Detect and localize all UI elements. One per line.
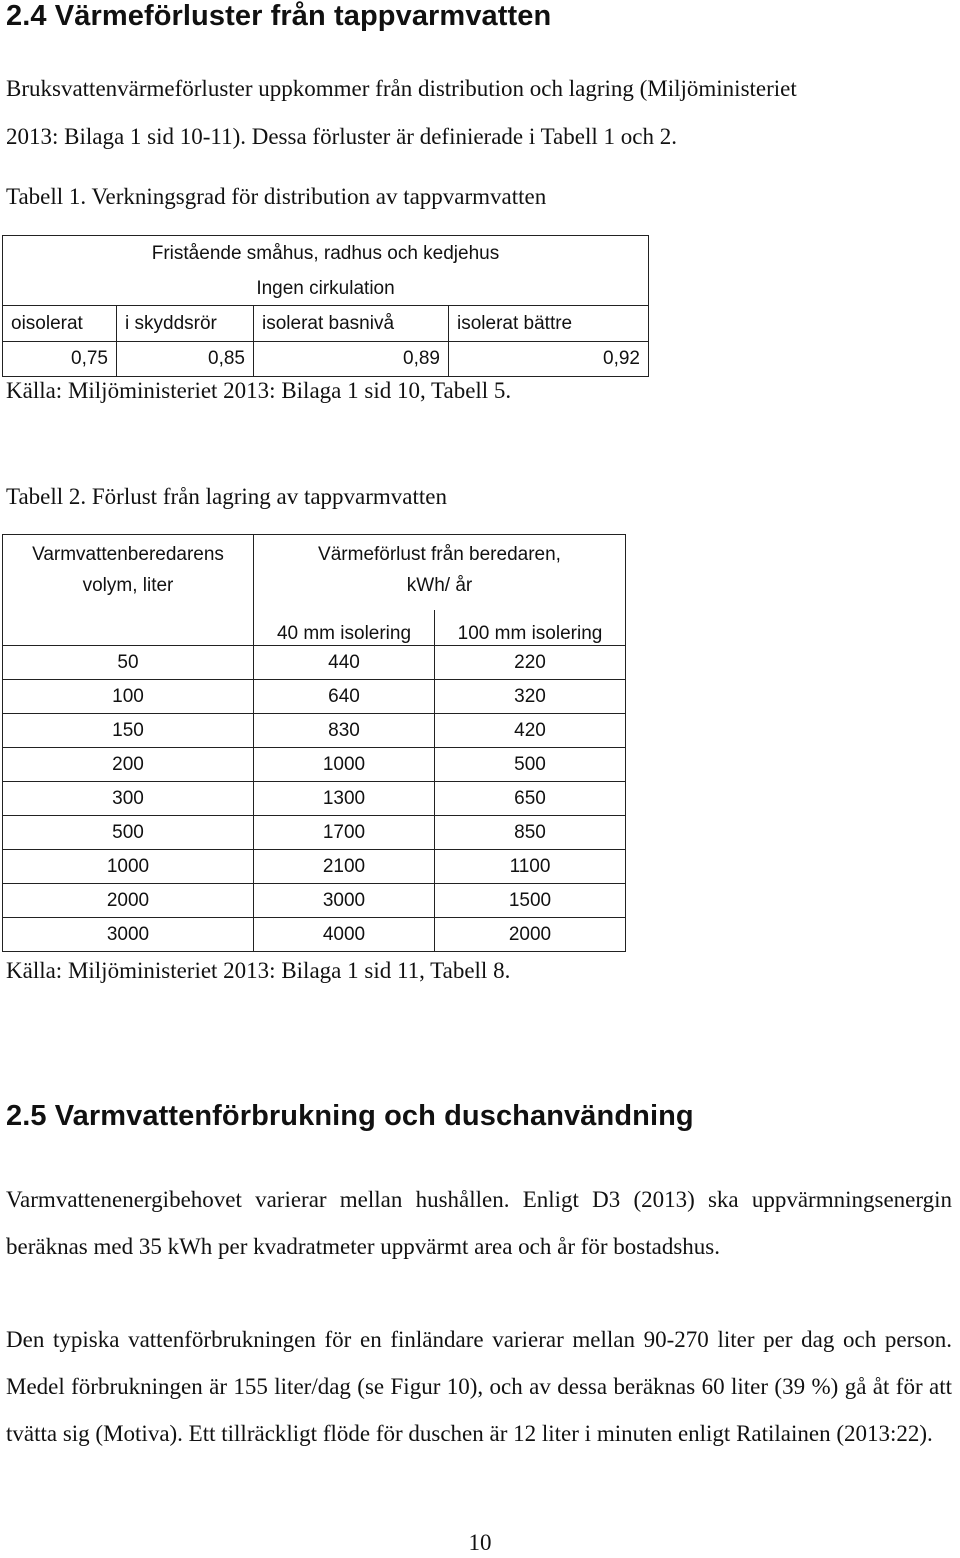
table2-header-heatloss-line2: kWh/ år bbox=[406, 575, 473, 596]
section-2-5-paragraph-1: Varmvattenenergibehovet varierar mellan hushållen. Enligt D3 (2013) ska uppvärmningsenergin beräknas med 35 kWh per kvadratmeter uppvärmt area och år för bostadshus. bbox=[6, 1187, 952, 1259]
table-row bbox=[3, 850, 626, 884]
table1-distribution-efficiency bbox=[2, 235, 649, 377]
table2-header-heatloss bbox=[254, 535, 626, 611]
table2-header-volume-line1: Varmvattenberedarens bbox=[32, 544, 224, 565]
table-row bbox=[3, 748, 626, 782]
table2-storage-loss bbox=[2, 534, 626, 952]
table2-loss-100mm-cell: 2000 bbox=[435, 918, 626, 952]
table2-volume-cell: 200 bbox=[3, 748, 254, 782]
table2-loss-40mm-cell: 1300 bbox=[254, 782, 435, 816]
table1-col-basniva: isolerat basnivå bbox=[254, 306, 449, 342]
table2-header-volume bbox=[3, 535, 254, 646]
table-row bbox=[3, 918, 626, 952]
table1-col-skyddsror: i skyddsrör bbox=[117, 306, 254, 342]
table2-volume-cell: 500 bbox=[3, 816, 254, 850]
table1-header-line2: Ingen cirkulation bbox=[3, 272, 649, 306]
table2-loss-40mm-cell: 830 bbox=[254, 714, 435, 748]
table2-loss-40mm-cell: 640 bbox=[254, 680, 435, 714]
table2-loss-100mm-cell: 220 bbox=[435, 646, 626, 680]
table1-value: 0,92 bbox=[449, 342, 649, 377]
table1-header-line1: Fristående småhus, radhus och kedjehus bbox=[3, 236, 649, 273]
table2-subheader-40mm: 40 mm isolering bbox=[254, 610, 435, 646]
table2-volume-cell: 100 bbox=[3, 680, 254, 714]
intro-line-2: 2013: Bilaga 1 sid 10-11). Dessa förluster är definierade i Tabell 1 och 2. bbox=[6, 124, 677, 149]
table1-value: 0,85 bbox=[117, 342, 254, 377]
table2-volume-cell: 300 bbox=[3, 782, 254, 816]
table2-body bbox=[3, 646, 626, 952]
table-row bbox=[3, 782, 626, 816]
table2-caption: Tabell 2. Förlust från lagring av tappvarmvatten bbox=[6, 484, 448, 509]
table2-header-volume-line2: volym, liter bbox=[82, 575, 174, 596]
table2-header-heatloss-line1: Värmeförlust från beredaren, bbox=[318, 544, 561, 565]
intro-line-1: Bruksvattenvärmeförluster uppkommer från distribution och lagring (Miljöministeriet bbox=[6, 76, 797, 101]
table1-col-battre: isolerat bättre bbox=[449, 306, 649, 342]
table2-volume-cell: 1000 bbox=[3, 850, 254, 884]
table1-col-oisolerat: oisolerat bbox=[3, 306, 117, 342]
table2-loss-100mm-cell: 420 bbox=[435, 714, 626, 748]
table-row bbox=[3, 714, 626, 748]
table2-loss-100mm-cell: 650 bbox=[435, 782, 626, 816]
table2-source: Källa: Miljöministeriet 2013: Bilaga 1 sid 11, Tabell 8. bbox=[6, 958, 511, 983]
table2-loss-100mm-cell: 500 bbox=[435, 748, 626, 782]
table-row bbox=[3, 646, 626, 680]
table2-loss-40mm-cell: 2100 bbox=[254, 850, 435, 884]
table2-loss-100mm-cell: 1500 bbox=[435, 884, 626, 918]
table2-volume-cell: 50 bbox=[3, 646, 254, 680]
table1-caption: Tabell 1. Verkningsgrad för distribution av tappvarmvatten bbox=[6, 184, 547, 209]
table1-value: 0,89 bbox=[254, 342, 449, 377]
table2-volume-cell: 3000 bbox=[3, 918, 254, 952]
section-heading-2-4: 2.4 Värmeförluster från tappvarmvatten bbox=[6, 0, 552, 32]
section-heading-2-5: 2.5 Varmvattenförbrukning och duschanvändning bbox=[6, 1100, 694, 1132]
table2-loss-100mm-cell: 1100 bbox=[435, 850, 626, 884]
table2-loss-40mm-cell: 1000 bbox=[254, 748, 435, 782]
table2-subheader-100mm: 100 mm isolering bbox=[435, 610, 626, 646]
table2-loss-100mm-cell: 320 bbox=[435, 680, 626, 714]
table2-loss-40mm-cell: 1700 bbox=[254, 816, 435, 850]
table2-loss-40mm-cell: 3000 bbox=[254, 884, 435, 918]
table-row bbox=[3, 816, 626, 850]
page-number: 10 bbox=[468, 1530, 492, 1555]
table1-source: Källa: Miljöministeriet 2013: Bilaga 1 sid 10, Tabell 5. bbox=[6, 378, 512, 403]
table2-loss-100mm-cell: 850 bbox=[435, 816, 626, 850]
table-row bbox=[3, 884, 626, 918]
section-2-5-paragraph-2: Den typiska vattenförbrukningen för en finländare varierar mellan 90-270 liter per dag och person. Medel förbrukningen är 155 liter/dag (se Figur 10), och av dessa beräknas 60 liter (39 %) gå åt för att tvätta sig (Motiva). Ett tillräckligt flöde för duschen är 12 liter i minuten enligt Ratilainen (2013:22). bbox=[6, 1327, 952, 1446]
table1-value: 0,75 bbox=[3, 342, 117, 377]
table2-loss-40mm-cell: 4000 bbox=[254, 918, 435, 952]
table2-loss-40mm-cell: 440 bbox=[254, 646, 435, 680]
table-row bbox=[3, 680, 626, 714]
table2-volume-cell: 150 bbox=[3, 714, 254, 748]
table2-volume-cell: 2000 bbox=[3, 884, 254, 918]
